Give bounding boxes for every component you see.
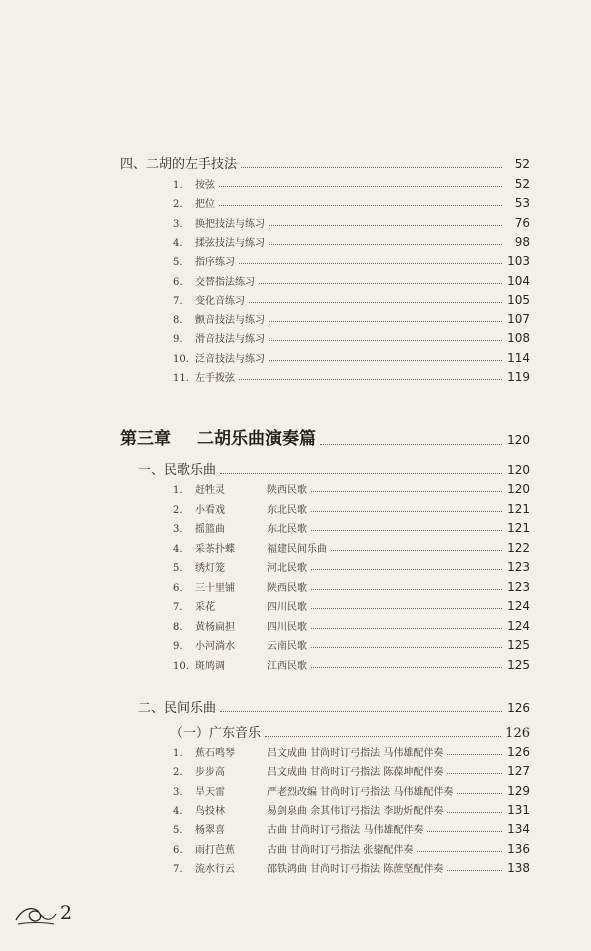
toc-page-number: 121: [507, 501, 530, 516]
toc-item-detail: 云南民歌: [267, 641, 307, 652]
toc-page-number: 125: [507, 638, 530, 652]
toc-item-detail: 陕西民歌: [267, 485, 307, 496]
toc-item[interactable]: [173, 860, 530, 875]
toc-item-title: 滑音技法与练习: [195, 334, 265, 346]
toc-item[interactable]: [173, 802, 530, 817]
toc-item-detail: 四川民歌: [267, 602, 307, 613]
toc-item-number: 10.: [173, 660, 189, 672]
toc-item[interactable]: [173, 520, 530, 535]
toc-item-title: 小看戏: [195, 504, 225, 516]
toc-item-number: 4.: [173, 543, 183, 555]
toc-chapter-3[interactable]: [120, 424, 530, 449]
toc-leader-dots: [241, 166, 502, 168]
toc-leader-dots: [311, 588, 502, 590]
toc-leader-dots: [259, 282, 502, 284]
toc-page-number: 53: [514, 196, 530, 211]
toc-item-number: 5.: [173, 257, 183, 269]
toc-item-title: 鸟投林: [195, 805, 225, 817]
toc-item-title: 流水行云: [195, 863, 235, 875]
toc-page-number: 125: [507, 657, 530, 672]
toc-leader-dots: [447, 753, 502, 755]
toc-page-number: 126: [505, 726, 530, 741]
toc-item[interactable]: [173, 841, 530, 856]
toc-section-label: 一、民歌乐曲: [138, 463, 217, 478]
toc-item[interactable]: [173, 330, 530, 345]
toc-page-number: 129: [507, 783, 530, 798]
toc-chapter-title: 二胡乐曲演奏篇: [197, 429, 316, 449]
toc-page-number: 119: [507, 370, 530, 384]
toc-item-number: 4.: [173, 805, 183, 817]
toc-item-detail: 吕文成曲 甘尚时订弓指法 陈葆坤配伴奏: [267, 767, 444, 779]
toc-item-number: 10.: [173, 353, 189, 365]
toc-item-title: 换把技法与练习: [195, 218, 265, 230]
toc-item-detail: 吕文成曲 甘尚时订弓指法 马伟雄配伴奏: [267, 748, 444, 759]
toc-item-number: 7.: [173, 295, 183, 307]
toc-item[interactable]: [173, 311, 530, 326]
toc-item-title: 变化音练习: [195, 295, 245, 307]
toc-item-title: 交替指法练习: [195, 276, 255, 288]
toc-item-title: 颤音技法与练习: [195, 315, 265, 327]
toc-leader-dots: [269, 320, 502, 322]
toc-page-number: 136: [507, 841, 530, 856]
toc-leader-dots: [320, 443, 502, 445]
toc-leader-dots: [311, 607, 502, 609]
toc-item-title: 小河淌水: [195, 641, 235, 652]
toc-item[interactable]: [173, 350, 530, 365]
toc-item-number: 2.: [173, 504, 183, 516]
toc-section-label: 四、二胡的左手技法: [120, 157, 238, 172]
toc-item-title: 旱天雷: [195, 786, 225, 798]
toc-page-number: 123: [507, 579, 530, 594]
toc-page-number: 120: [507, 482, 530, 496]
toc-page-number: 120: [507, 463, 530, 477]
toc-page-number: 126: [507, 745, 530, 759]
toc-item[interactable]: [173, 559, 530, 574]
toc-item[interactable]: [173, 618, 530, 633]
page-number: 2: [60, 902, 73, 924]
toc-subsection-guangdong[interactable]: [170, 722, 530, 741]
toc-leader-dots: [239, 378, 502, 380]
toc-item[interactable]: [173, 821, 530, 836]
toc-leader-dots: [311, 568, 502, 570]
toc-leader-dots: [331, 549, 502, 551]
toc-item-number: 2.: [173, 767, 183, 779]
toc-item-title: 绣灯笼: [195, 563, 225, 574]
toc-section-label: 二、民间乐曲: [138, 701, 217, 716]
toc-page-number: 105: [507, 292, 530, 307]
toc-item-detail: 易剑泉曲 余其伟订弓指法 李助炘配伴奏: [267, 805, 444, 817]
toc-item-number: 8.: [173, 315, 183, 327]
toc-leader-dots: [220, 710, 502, 712]
toc-item-title: 揉弦技法与练习: [195, 237, 265, 249]
toc-item[interactable]: [173, 540, 530, 555]
toc-item-number: 4.: [173, 237, 183, 249]
toc-item-title: 采茶扑蝶: [195, 543, 235, 555]
toc-leader-dots: [269, 224, 502, 226]
toc-item-title: 雨打芭蕉: [195, 844, 235, 856]
toc-page-number: 121: [507, 521, 530, 535]
toc-item-title: 按弦: [195, 180, 215, 191]
toc-item-number: 7.: [173, 602, 183, 613]
toc-item-title: 蕉石鸣琴: [195, 748, 235, 759]
toc-item-title: 赶牲灵: [195, 485, 225, 496]
toc-leader-dots: [311, 529, 502, 531]
toc-item-detail: 陕西民歌: [267, 582, 307, 594]
toc-leader-dots: [269, 243, 502, 245]
toc-leader-dots: [239, 262, 502, 264]
toc-item-detail: 古曲 甘尚时订弓指法 张鋆配伴奏: [267, 844, 414, 856]
toc-leader-dots: [457, 792, 502, 794]
toc-page-number: 103: [507, 254, 530, 269]
toc-item-number: 5.: [173, 825, 183, 837]
toc-page-number: 126: [507, 701, 530, 715]
toc-item-title: 泛音技法与练习: [195, 353, 265, 365]
swirl-ornament-icon: [14, 900, 58, 926]
toc-item-title: 指序练习: [195, 257, 235, 269]
toc-page-number: 127: [507, 764, 530, 779]
toc-item-number: 6.: [173, 276, 183, 288]
toc-page-number: 134: [507, 822, 530, 837]
toc-page-number: 52: [514, 177, 530, 191]
toc-item[interactable]: [173, 579, 530, 594]
toc-page-number: 124: [507, 618, 530, 633]
toc-page-number: 123: [507, 560, 530, 574]
toc-item[interactable]: [173, 744, 530, 759]
toc-item-title: 黄杨扁担: [195, 621, 235, 633]
toc-item-title: 采花: [195, 602, 215, 613]
toc-item-title: 步步高: [195, 767, 225, 779]
toc-leader-dots: [447, 811, 502, 813]
toc-item-detail: 邵铁鸿曲 甘尚时订弓指法 陈蔗坚配伴奏: [267, 863, 444, 875]
toc-page-number: 104: [507, 273, 530, 288]
toc-leader-dots: [311, 490, 502, 492]
toc-item-detail: 福建民间乐曲: [267, 543, 327, 555]
toc-page-number: 122: [507, 540, 530, 555]
toc-leader-dots: [447, 772, 502, 774]
toc-item-detail: 严老烈改编 甘尚时订弓指法 马伟雄配伴奏: [267, 786, 454, 798]
toc-item-detail: 东北民歌: [267, 524, 307, 535]
toc-page-number: 131: [507, 802, 530, 817]
toc-item-number: 1.: [173, 485, 183, 496]
toc-item-number: 9.: [173, 334, 183, 346]
toc-page-number: 124: [507, 599, 530, 613]
toc-item[interactable]: [173, 598, 530, 613]
toc-item-number: 3.: [173, 218, 183, 230]
toc-item[interactable]: [173, 195, 530, 210]
toc-item-number: 6.: [173, 844, 183, 856]
toc-section-left-hand[interactable]: [120, 153, 530, 172]
toc-item[interactable]: [173, 176, 530, 191]
toc-leader-dots: [427, 830, 502, 832]
toc-item-number: 3.: [173, 786, 183, 798]
toc-leader-dots: [269, 359, 502, 361]
toc-item-number: 2.: [173, 199, 183, 211]
toc-leader-dots: [220, 472, 502, 474]
toc-item-number: 7.: [173, 863, 183, 875]
toc-item-number: 6.: [173, 582, 183, 594]
toc-item[interactable]: [173, 273, 530, 288]
toc-leader-dots: [311, 627, 502, 629]
toc-item-number: 5.: [173, 563, 183, 574]
toc-item-number: 9.: [173, 641, 183, 652]
toc-item[interactable]: [173, 481, 530, 496]
toc-item-title: 把位: [195, 199, 215, 211]
toc-item[interactable]: [173, 369, 530, 384]
toc-item-title: 左手拨弦: [195, 373, 235, 384]
toc-item-detail: 四川民歌: [267, 621, 307, 633]
toc-item-title: 杨翠喜: [195, 825, 225, 837]
toc-page-number: 98: [514, 234, 530, 249]
toc-leader-dots: [311, 510, 502, 512]
toc-leader-dots: [269, 339, 502, 341]
page-footer: [14, 900, 72, 926]
toc-leader-dots: [219, 185, 502, 187]
toc-item-title: 摇篮曲: [195, 524, 225, 535]
toc-item[interactable]: [173, 253, 530, 268]
toc-item-number: 3.: [173, 524, 183, 535]
toc-item[interactable]: [173, 657, 530, 672]
toc-item-number: 1.: [173, 748, 183, 759]
toc-page-number: 76: [514, 215, 530, 230]
toc-item-detail: 河北民歌: [267, 563, 307, 574]
toc-leader-dots: [311, 646, 502, 648]
toc-leader-dots: [265, 735, 501, 737]
toc-item[interactable]: [173, 215, 530, 230]
toc-item-title: 斑鸠调: [195, 660, 225, 672]
toc-item[interactable]: [173, 234, 530, 249]
toc-leader-dots: [249, 301, 502, 303]
toc-leader-dots: [311, 666, 502, 668]
toc-page-number: 107: [507, 312, 530, 327]
toc-item-title: 三十里铺: [195, 582, 235, 594]
toc-item[interactable]: [173, 763, 530, 778]
toc-chapter-label: 第三章: [120, 429, 171, 449]
toc-section-folk-music[interactable]: [138, 697, 530, 716]
toc-leader-dots: [219, 204, 502, 206]
toc-leader-dots: [417, 850, 502, 852]
toc-item[interactable]: [173, 783, 530, 798]
toc-item-number: 8.: [173, 621, 183, 633]
toc-page-number: 138: [507, 860, 530, 875]
toc-item[interactable]: [173, 501, 530, 516]
toc-item-number: 11.: [173, 373, 189, 384]
toc-item-detail: 古曲 甘尚时订弓指法 马伟雄配伴奏: [267, 825, 424, 837]
toc-item[interactable]: [173, 637, 530, 652]
toc-item-detail: 江西民歌: [267, 660, 307, 672]
toc-item-number: 1.: [173, 180, 183, 191]
toc-page-number: 120: [507, 433, 530, 447]
toc-item[interactable]: [173, 292, 530, 307]
toc-page-number: 52: [514, 157, 530, 171]
toc-subsection-label: （一）广东音乐: [170, 726, 262, 741]
toc-item-detail: 东北民歌: [267, 504, 307, 516]
toc-leader-dots: [447, 869, 502, 871]
toc-page-number: 108: [507, 331, 530, 346]
toc-section-folk-songs[interactable]: [138, 459, 530, 478]
toc-page-number: 114: [507, 350, 530, 365]
